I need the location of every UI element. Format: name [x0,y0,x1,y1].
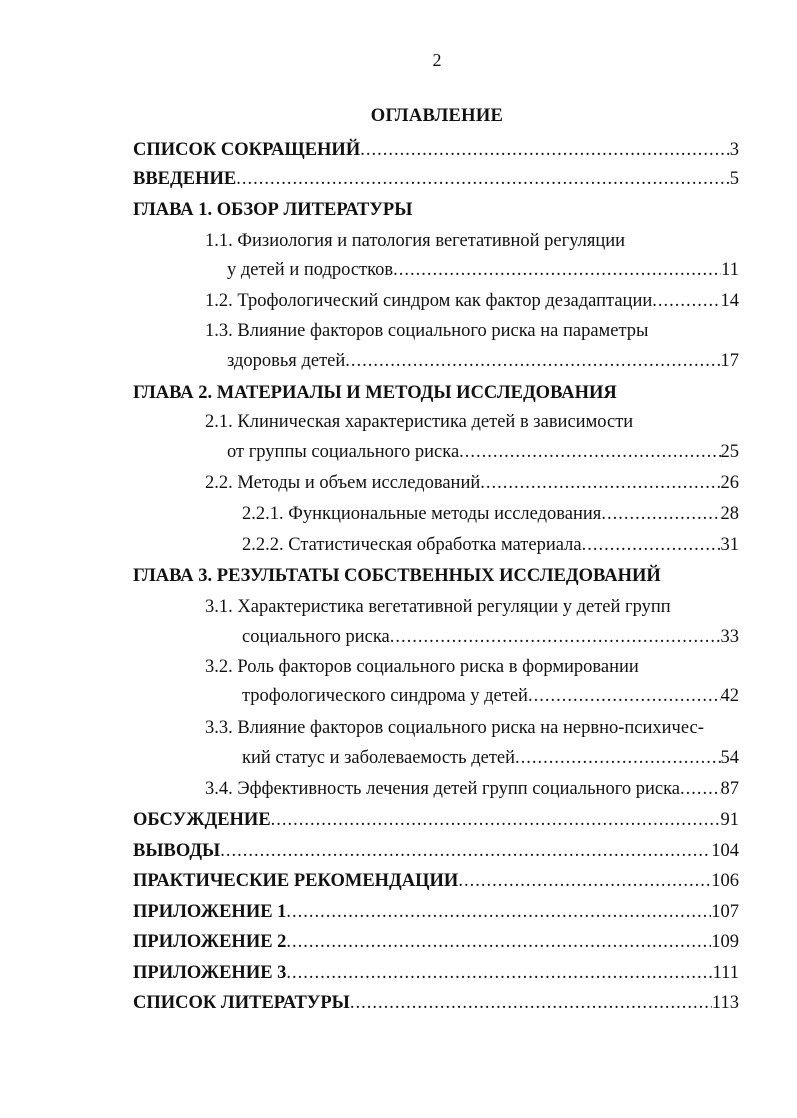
toc-entry [242,684,739,708]
toc-title: ОГЛАВЛЕНИЕ [370,106,504,126]
dot-leader [459,440,720,464]
dot-leader [390,625,721,649]
toc-entry-text: 3.1. Характеристика вегетативной регуляции у детей групп [205,597,671,617]
toc-entry-page: 107 [711,902,739,922]
toc-entry-text: от группы социального риска [227,442,460,462]
dot-leader [286,961,712,985]
toc-entry-page: 106 [711,871,739,891]
dot-leader [480,471,720,495]
toc-entry-page: 3 [729,140,739,160]
toc-entry-page: 11 [721,260,739,280]
toc-entry-text: кий статус и заболеваемость детей [242,748,516,768]
toc-entry-text: СПИСОК ЛИТЕРАТУРЫ [133,993,350,1013]
dot-leader [271,808,721,832]
toc-entry-text: 1.3. Влияние факторов социального риска на параметры [205,321,649,341]
toc-entry-page: 33 [720,627,739,647]
dot-leader [286,930,711,954]
toc-entry [133,564,661,588]
toc-entry-text: ПРИЛОЖЕНИЕ 1 [133,902,287,922]
toc-entry-page: 87 [720,779,739,799]
dot-leader [458,869,711,893]
toc-entry [133,381,617,405]
dot-leader [680,777,721,801]
toc-entry [133,900,739,924]
toc-entry-text: 1.1. Физиология и патология вегетативной регуляции [205,231,626,251]
dot-leader [601,502,720,526]
toc-entry [205,289,739,313]
toc-entry [133,167,739,191]
toc-entry-page: 91 [720,810,739,830]
toc-entry-text: ПРАКТИЧЕСКИЕ РЕКОМЕНДАЦИИ [133,871,459,891]
dot-leader [286,900,711,924]
dot-leader [360,138,730,162]
toc-entry-page: 28 [720,504,739,524]
page-number: 2 [432,50,442,70]
toc-entry-page: 42 [720,686,739,706]
toc-entry-text: СПИСОК СОКРАЩЕНИЙ [133,140,361,160]
toc-entry [242,533,739,557]
toc-entry-text: ГЛАВА 3. РЕЗУЛЬТАТЫ СОБСТВЕННЫХ ИССЛЕДОВАНИЙ [133,566,661,586]
toc-entry [205,319,648,343]
toc-entry-text: 3.2. Роль факторов социального риска в формировании [205,657,639,677]
toc-entry [205,595,671,619]
toc-entry-page: 5 [729,169,739,189]
toc-entry [242,746,739,770]
toc-entry-text: ВВЕДЕНИЕ [133,169,237,189]
toc-entry-page: 113 [711,993,739,1013]
toc-entry [133,930,739,954]
toc-entry-text: 2.1. Клиническая характеристика детей в зависимости [205,412,634,432]
toc-entry [205,471,739,495]
dot-leader [652,289,720,313]
toc-entry-page: 26 [720,473,739,493]
toc-entry [205,410,633,434]
toc-entry-page: 104 [711,841,739,861]
toc-entry [133,961,739,985]
toc-entry-text: трофологического синдрома у детей [242,686,528,706]
toc-entry-text: у детей и подростков [227,260,394,280]
toc-entry-text: ГЛАВА 1. ОБЗОР ЛИТЕРАТУРЫ [133,200,413,220]
toc-entry [242,502,739,526]
toc-entry-text: 2.2.1. Функциональные методы исследования [242,504,602,524]
toc-entry-text: 1.2. Трофологический синдром как фактор дезадаптации [205,291,653,311]
toc-entry [133,991,739,1015]
toc-entry-page: 17 [720,351,739,371]
toc-entry-text: социального риска [242,627,390,647]
toc-entry-page: 25 [720,442,739,462]
toc-entry-text: ПРИЛОЖЕНИЕ 2 [133,932,287,952]
toc-entry [205,716,704,740]
toc-entry [227,349,739,373]
dot-leader [220,839,711,863]
dot-leader [345,349,720,373]
dot-leader [393,258,721,282]
toc-entry [205,229,625,253]
toc-entry-text: 3.3. Влияние факторов социального риска на нервно-психичес- [205,718,704,738]
toc-entry [133,869,739,893]
dot-leader [582,533,721,557]
toc-entry-page: 111 [712,963,739,983]
toc-entry-text: ОБСУЖДЕНИЕ [133,810,271,830]
toc-entry [133,138,739,162]
toc-entry-text: 2.2.2. Статистическая обработка материала [242,535,582,555]
toc-entry-page: 54 [720,748,739,768]
toc-entry [133,839,739,863]
toc-entry-page: 109 [711,932,739,952]
toc-entry [133,198,412,222]
toc-entry [227,258,739,282]
toc-entry-page: 14 [720,291,739,311]
toc-entry [133,808,739,832]
dot-leader [528,684,721,708]
toc-entry-text: ВЫВОДЫ [133,841,221,861]
dot-leader [515,746,720,770]
toc-entry [205,777,739,801]
toc-entry [242,625,739,649]
toc-entry-text: ГЛАВА 2. МАТЕРИАЛЫ И МЕТОДЫ ИССЛЕДОВАНИЯ [133,383,617,403]
toc-entry [227,440,739,464]
dot-leader [236,167,730,191]
toc-entry-text: здоровья детей [227,351,346,371]
toc-entry-page: 31 [720,535,739,555]
toc-entry [205,655,639,679]
toc-entry-text: 2.2. Методы и объем исследований [205,473,481,493]
dot-leader [350,991,712,1015]
toc-entry-text: 3.4. Эффективность лечения детей групп социального риска [205,779,680,799]
toc-entry-text: ПРИЛОЖЕНИЕ 3 [133,963,287,983]
